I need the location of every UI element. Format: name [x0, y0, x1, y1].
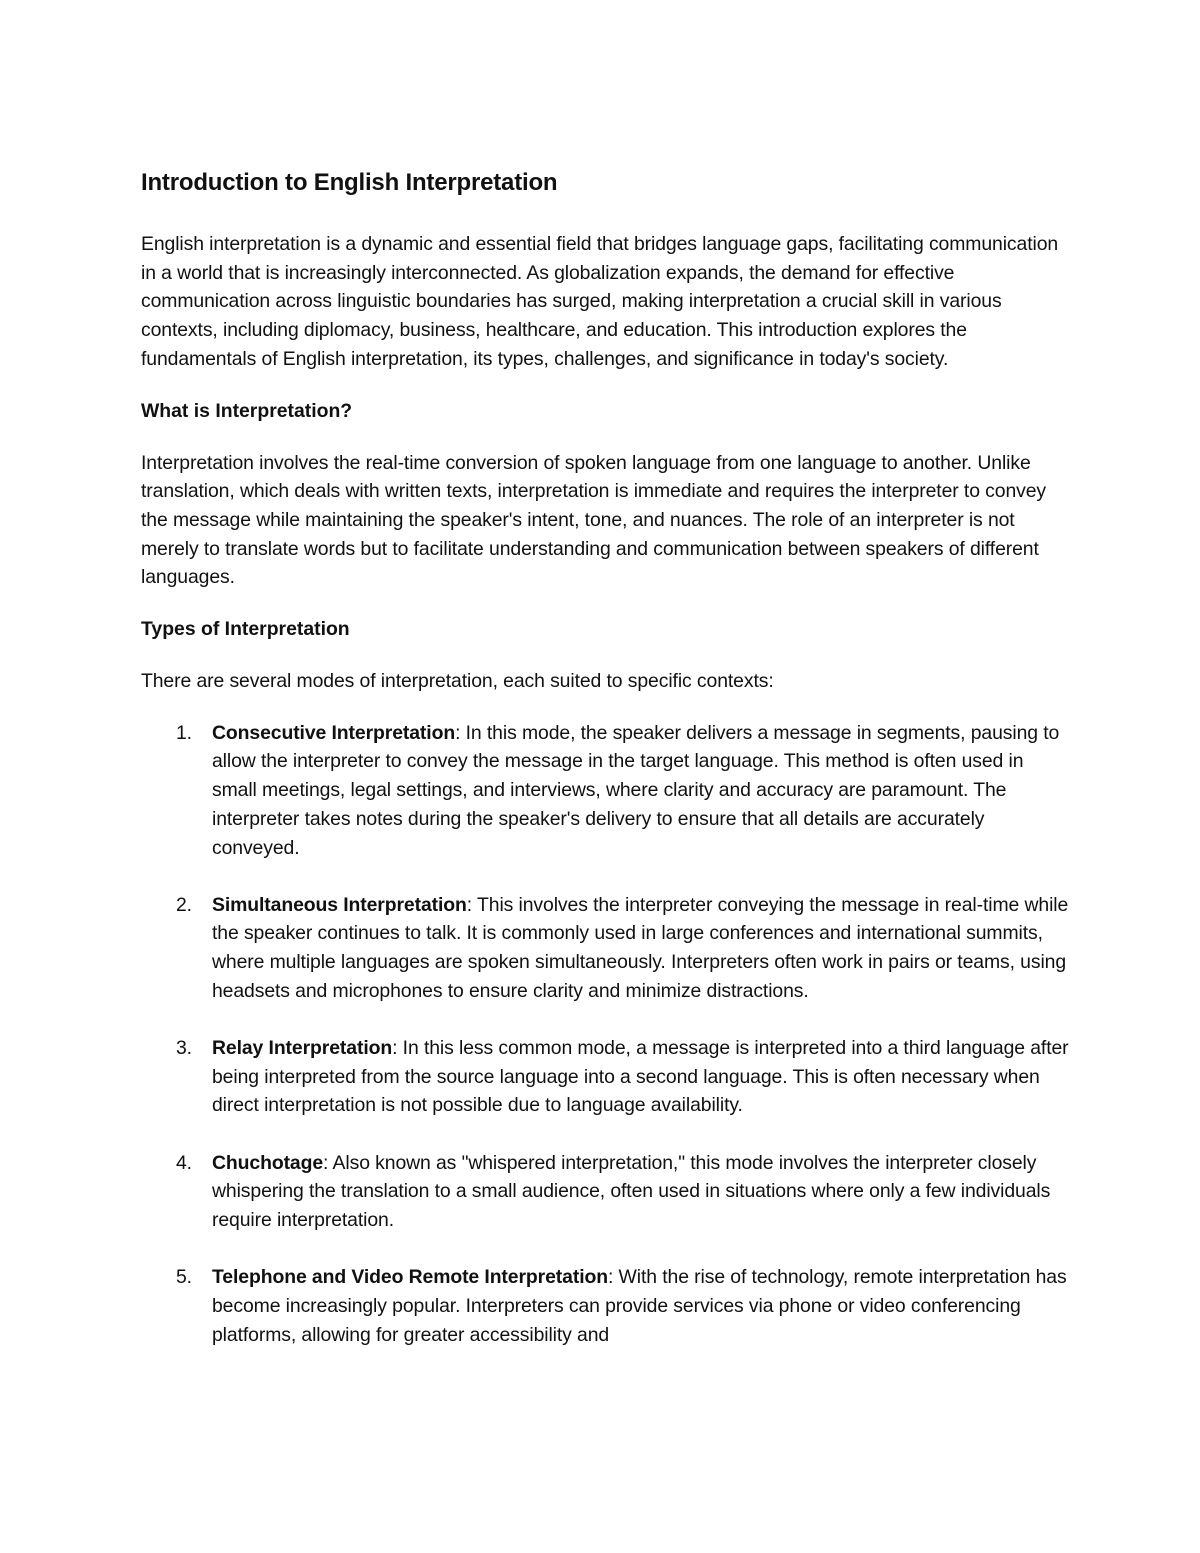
- list-item-term: Consecutive Interpretation: [212, 721, 456, 744]
- list-item-term: Telephone and Video Remote Interpretation: [212, 1266, 608, 1289]
- list-item-term: Relay Interpretation: [212, 1037, 393, 1060]
- list-item-number: 3.: [176, 1037, 192, 1060]
- list-item-number: 4.: [176, 1151, 192, 1174]
- list-item-number: 1.: [176, 721, 192, 744]
- list-item-text: : This involves the interpreter conveying the message in real-time while the speaker continues to talk. It is commonly used in large conferences and international summits, where multiple languages are spoken simultaneously. Interpreters often work in pairs or teams, using headsets and microphones to ensure clarity and minimize distractions.: [212, 893, 1069, 1002]
- list-item: [141, 1263, 1071, 1349]
- list-item: [141, 891, 1071, 1006]
- intro-paragraph: English interpretation is a dynamic and essential field that bridges language gaps, facilitating communication in a world that is increasingly interconnected. As globalization expands, the demand for effective communication across linguistic boundaries has surged, making interpretation a crucial skill in various contexts, including diplomacy, business, healthcare, and education. This introduction explores the fundamentals of English interpretation, its types, challenges, and significance in today's society.: [141, 233, 1059, 370]
- document-title: Introduction to English Interpretation: [141, 169, 558, 196]
- document-page: [141, 167, 1071, 1378]
- section-paragraph-types-intro: There are several modes of interpretation, each suited to specific contexts:: [141, 670, 774, 693]
- list-item-number: 2.: [176, 893, 192, 916]
- section-heading-what-is-interpretation: What is Interpretation?: [141, 399, 353, 422]
- list-item-term: Chuchotage: [212, 1151, 324, 1174]
- list-item-term: Simultaneous Interpretation: [212, 893, 467, 916]
- list-item-text: : With the rise of technology, remote interpretation has become increasingly popular. Interpreters can provide services via phone or video conferencing platforms, allowing for greater accessibility and: [212, 1266, 1067, 1346]
- list-item-text: : In this mode, the speaker delivers a message in segments, pausing to allow the interpreter to convey the message in the target language. This method is often used in small meetings, legal settings, and interviews, where clarity and accuracy are paramount. The interpreter takes notes during the speaker's delivery to ensure that all details are accurately conveyed.: [212, 721, 1060, 859]
- list-item: [141, 1149, 1071, 1235]
- list-item-number: 5.: [176, 1266, 192, 1289]
- interpretation-types-list: [141, 719, 1071, 1350]
- section-heading-types-of-interpretation: Types of Interpretation: [141, 618, 350, 641]
- list-item: [141, 719, 1071, 863]
- list-item: [141, 1034, 1071, 1120]
- list-item-text: : In this less common mode, a message is interpreted into a third language after being interpreted from the source language into a second language. This is often necessary when direct interpretation is not possible due to language availability.: [212, 1037, 1069, 1117]
- list-item-text: : Also known as "whispered interpretation," this mode involves the interpreter closely whispering the translation to a small audience, often used in situations where only a few individuals require interpretation.: [212, 1151, 1051, 1232]
- section-paragraph-what-is-interpretation: Interpretation involves the real-time conversion of spoken language from one language to another. Unlike translation, which deals with written texts, interpretation is immediate and requires the interpreter to convey the message while maintaining the speaker's intent, tone, and nuances. The role of an interpreter is not merely to translate words but to facilitate understanding and communication between speakers of different languages.: [141, 451, 1047, 589]
